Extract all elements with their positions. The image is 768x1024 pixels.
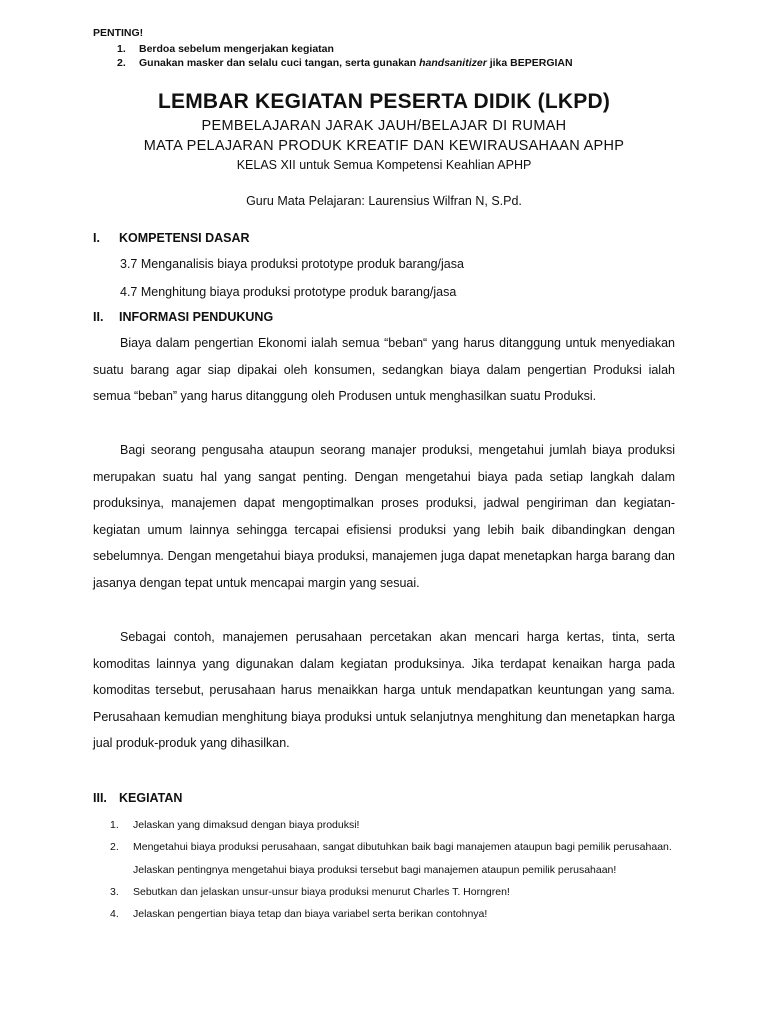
- notice-item-text-after: jika BEPERGIAN: [486, 57, 573, 69]
- section-number: I.: [93, 231, 100, 245]
- competency-item: 4.7 Menghitung biaya produksi prototype produk barang/jasa: [120, 285, 457, 299]
- info-paragraph: Sebagai contoh, manajemen perusahaan percetakan akan mencari harga kertas, tinta, serta komoditas lainnya yang digunakan dalam kegiatan produksinya. Jika terdapat kenaikan harga pada komoditas tersebut, perusahaan harus menaikkan harga untuk mendapatkan keuntungan yang sama. Perusahaan kemudian menghitung biaya produksi untuk selanjutnya menghitung dan menetapkan harga jual produk-produk yang dihasilkan.: [93, 630, 675, 751]
- subtitle-subject: MATA PELAJARAN PRODUK KREATIF DAN KEWIRAUSAHAAN APHP: [143, 138, 625, 154]
- section-title: KOMPETENSI DASAR: [119, 231, 250, 245]
- activity-text: Jelaskan yang dimaksud dengan biaya produksi!: [133, 819, 360, 831]
- activity-item: [93, 814, 683, 836]
- info-paragraph: Bagi seorang pengusaha ataupun seorang manajer produksi, mengetahui jumlah biaya produksi merupakan suatu hal yang sangat penting. Dengan mengetahui biaya pada setiap langkah dalam produksinya, manajemen dapat mengoptimalkan proses produksi, jadwal pengiriman dan kegiatan-kegiatan umum lainnya sehingga tercapai efisiensi produksi yang lebih baik dibandingkan dengan sebelumnya. Dengan mengetahui biaya produksi, manajemen juga dapat menetapkan harga barang dan jasanya dengan tepat untuk mencapai margin yang sesuai.: [93, 443, 675, 590]
- activity-item: [93, 881, 683, 903]
- notice-item: [93, 42, 573, 56]
- notice-item-number: 1.: [117, 43, 126, 55]
- notice-item: [93, 56, 573, 70]
- activity-list: [93, 814, 683, 925]
- activity-text: Jelaskan pengertian biaya tetap dan biaya variabel serta berikan contohnya!: [133, 908, 488, 921]
- activity-text: Mengetahui biaya produksi perusahaan, sangat dibutuhkan baik bagi manajemen ataupun bagi pemilik perusahaan. Jelaskan pentingnya mengetahui biaya produksi tersebut bagi manajemen ataupun pemilik perusahaan!: [133, 841, 672, 876]
- activity-number: 4.: [110, 908, 119, 921]
- subtitle-learning-mode: PEMBELAJARAN JARAK JAUH/BELAJAR DI RUMAH: [201, 118, 567, 134]
- notice-block: [93, 26, 573, 70]
- activity-item: [93, 903, 683, 925]
- teacher-name: Guru Mata Pelajaran: Laurensius Wilfran N, S.Pd.: [246, 194, 522, 208]
- section-heading-informasi: [93, 308, 273, 326]
- notice-list: [93, 42, 573, 70]
- subtitle-class: KELAS XII untuk Semua Kompetensi Keahlian APHP: [236, 158, 532, 172]
- info-paragraph: Biaya dalam pengertian Ekonomi ialah semua “beban“ yang harus ditanggung untuk menyediakan suatu barang agar siap dipakai oleh konsumen, sedangkan biaya dalam pengertian Produksi ialah semua “beban” yang harus ditanggung oleh Produsen untuk menghasilkan suatu Produksi.: [93, 336, 675, 404]
- activity-number: 3.: [110, 885, 119, 898]
- activity-number: 2.: [110, 841, 119, 854]
- activity-item: [93, 836, 683, 881]
- competency-item: 3.7 Menganalisis biaya produksi prototype produk barang/jasa: [120, 257, 464, 271]
- section-number: III.: [93, 791, 107, 805]
- notice-item-text: Gunakan masker dan selalu cuci tangan, serta gunakan: [139, 57, 420, 69]
- notice-item-text-wrap: [139, 56, 573, 70]
- activity-number: 1.: [110, 819, 119, 831]
- section-number: II.: [93, 310, 104, 324]
- activity-text: Sebutkan dan jelaskan unsur-unsur biaya produksi menurut Charles T. Horngren!: [133, 885, 510, 898]
- section-title: INFORMASI PENDUKUNG: [119, 310, 274, 324]
- notice-item-text: Berdoa sebelum mengerjakan kegiatan: [139, 43, 334, 55]
- section-title: KEGIATAN: [119, 791, 183, 805]
- section-heading-kompetensi: [93, 229, 250, 247]
- section-heading-kegiatan: [93, 789, 182, 807]
- notice-item-italic: handsanitizer: [419, 57, 487, 69]
- document-header: [0, 88, 768, 210]
- notice-item-number: 2.: [117, 57, 126, 69]
- notice-title: PENTING!: [93, 27, 144, 39]
- page-title: LEMBAR KEGIATAN PESERTA DIDIK (LKPD): [157, 90, 611, 113]
